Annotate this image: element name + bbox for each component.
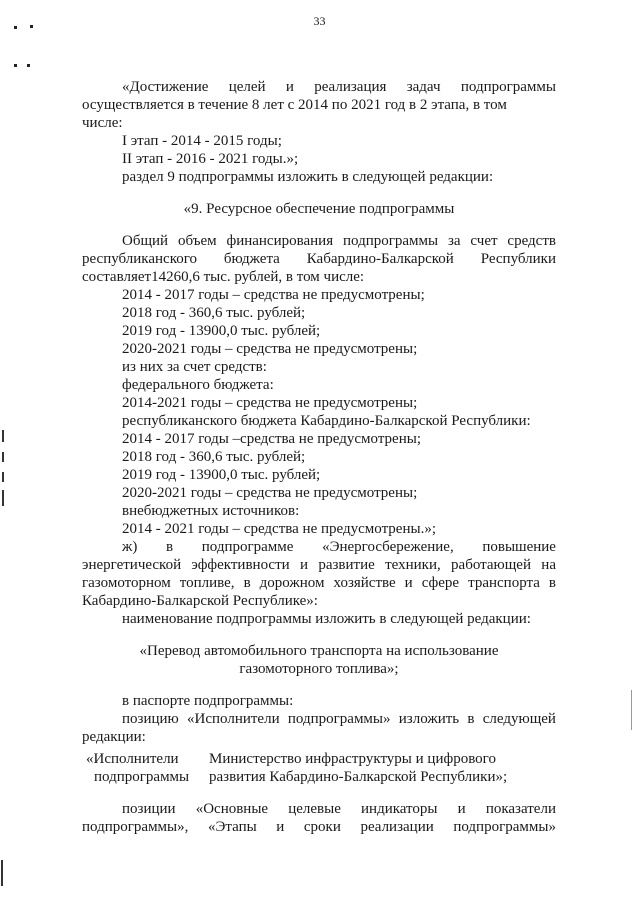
passport-intro: в паспорте подпрограммы: <box>122 693 294 709</box>
funding-line1 <box>122 232 556 250</box>
word: Кабардино-Балкарской <box>306 251 454 267</box>
word: транспорта <box>468 575 540 591</box>
word: подпрограммы» <box>287 711 391 727</box>
funding-line2 <box>82 250 556 268</box>
word: техники, <box>385 557 441 573</box>
word: финансирования <box>226 233 334 249</box>
rename-intro: наименование подпрограммы изложить в следующей редакции: <box>122 611 531 627</box>
executors-pos-line1 <box>122 710 556 728</box>
stage1-line: I этап - 2014 - 2015 годы; <box>122 133 282 149</box>
word: изложить <box>398 711 460 727</box>
word: развитие <box>318 557 375 573</box>
section9-intro: раздел 9 подпрограммы изложить в следующей редакции: <box>122 169 494 185</box>
word: индикаторы <box>361 801 438 817</box>
word: позиции <box>122 801 176 817</box>
funding-item: 2020-2021 годы – средства не предусмотрены; <box>122 341 418 357</box>
word: подпрограммы», <box>82 819 189 835</box>
word: работающей <box>451 557 531 573</box>
word: за <box>447 233 461 249</box>
section9-title: «9. Ресурсное обеспечение подпрограммы <box>183 201 455 217</box>
word: средств <box>507 233 556 249</box>
funding-item: 2020-2021 годы – средства не предусмотрены; <box>122 485 418 501</box>
word: и <box>404 575 413 591</box>
page-number: 33 <box>313 14 326 28</box>
word: «Достижение <box>122 79 209 95</box>
funding-item: республиканского бюджета Кабардино-Балкарской Республики: <box>122 413 531 429</box>
word: показатели <box>485 801 556 817</box>
word: реализация <box>314 79 387 95</box>
word: Общий <box>122 233 169 249</box>
scan-speck <box>27 64 30 67</box>
word: реализации <box>360 819 434 835</box>
item-zh-line1 <box>122 538 556 556</box>
word: дорожном <box>259 575 325 591</box>
word: ж) <box>122 539 138 555</box>
word: следующей <box>482 711 556 727</box>
word: и <box>276 819 285 835</box>
word: энергетической <box>82 557 182 573</box>
para1-line3: числе: <box>82 115 123 131</box>
funding-item: 2019 год - 13900,0 тыс. рублей; <box>122 467 321 483</box>
margin-mark <box>2 430 4 442</box>
funding-item: 2018 год - 360,6 тыс. рублей; <box>122 305 306 321</box>
funding-item: из них за счет средств: <box>122 359 267 375</box>
word: и <box>300 557 309 573</box>
word: подпрограммы <box>460 79 556 95</box>
word: подпрограмме <box>201 539 294 555</box>
funding-line3: составляет14260,6 тыс. рублей, в том числе: <box>82 269 365 285</box>
word: и <box>457 801 466 817</box>
funding-item: 2018 год - 360,6 тыс. рублей; <box>122 449 306 465</box>
word: подпрограммы <box>342 233 439 249</box>
positions-line2 <box>82 818 556 836</box>
word: в <box>548 575 556 591</box>
word: «Исполнители <box>187 711 280 727</box>
word: газомоторном <box>82 575 171 591</box>
funding-item: 2014 - 2021 годы – средства не предусмотрены.»; <box>122 521 436 537</box>
executors-label-line1: «Исполнители <box>86 751 179 767</box>
word: в <box>467 711 475 727</box>
executors-value-line2: развития Кабардино-Балкарской Республики»; <box>209 769 508 785</box>
positions-line1 <box>122 800 556 818</box>
executors-pos-line2: редакции: <box>82 729 146 745</box>
funding-item: 2019 год - 13900,0 тыс. рублей; <box>122 323 321 339</box>
new-title-line1: «Перевод автомобильного транспорта на использование <box>139 643 499 659</box>
executors-label-line2: подпрограммы <box>94 769 190 785</box>
word: на <box>541 557 556 573</box>
word: целей <box>228 79 266 95</box>
word: Республики <box>480 251 556 267</box>
word: сфере <box>421 575 460 591</box>
word: «Энергосбережение, <box>322 539 454 555</box>
margin-mark <box>2 490 4 506</box>
word: хозяйстве <box>333 575 396 591</box>
word: подпрограммы» <box>453 819 556 835</box>
funding-item: федерального бюджета: <box>122 377 274 393</box>
margin-mark <box>2 452 4 462</box>
word: и <box>285 79 294 95</box>
para1-line2: осуществляется в течение 8 лет с 2014 по 2021 год в 2 этапа, в том <box>82 97 507 113</box>
new-title-line2: газомоторного топлива»; <box>239 661 399 677</box>
word: республиканского <box>82 251 197 267</box>
word: целевые <box>288 801 341 817</box>
word: в <box>166 539 174 555</box>
executors-value-line1: Министерство инфраструктуры и цифрового <box>209 751 496 767</box>
funding-item: 2014 - 2017 годы –средства не предусмотрены; <box>122 431 421 447</box>
margin-mark <box>2 472 4 482</box>
word: объем <box>177 233 217 249</box>
word: бюджета <box>223 251 280 267</box>
word: топливе, <box>179 575 235 591</box>
word: позицию <box>122 711 179 727</box>
word: счет <box>470 233 498 249</box>
funding-item: 2014-2021 годы – средства не предусмотрены; <box>122 395 418 411</box>
word: эффективности <box>191 557 290 573</box>
word: сроки <box>303 819 341 835</box>
para1-line1 <box>122 78 556 96</box>
item-zh-line4: Кабардино-Балкарской Республике»: <box>82 593 318 609</box>
word: «Основные <box>195 801 269 817</box>
stage2-line: II этап - 2016 - 2021 годы.»; <box>122 151 299 167</box>
word: повышение <box>482 539 556 555</box>
word: в <box>243 575 251 591</box>
word: задач <box>406 79 441 95</box>
margin-mark <box>1 860 3 886</box>
scan-speck <box>14 64 17 67</box>
funding-item: 2014 - 2017 годы – средства не предусмотрены; <box>122 287 425 303</box>
item-zh-line3 <box>82 574 556 592</box>
word: «Этапы <box>207 819 257 835</box>
item-zh-line2 <box>82 556 556 574</box>
margin-mark <box>631 690 632 730</box>
funding-item: внебюджетных источников: <box>122 503 300 519</box>
